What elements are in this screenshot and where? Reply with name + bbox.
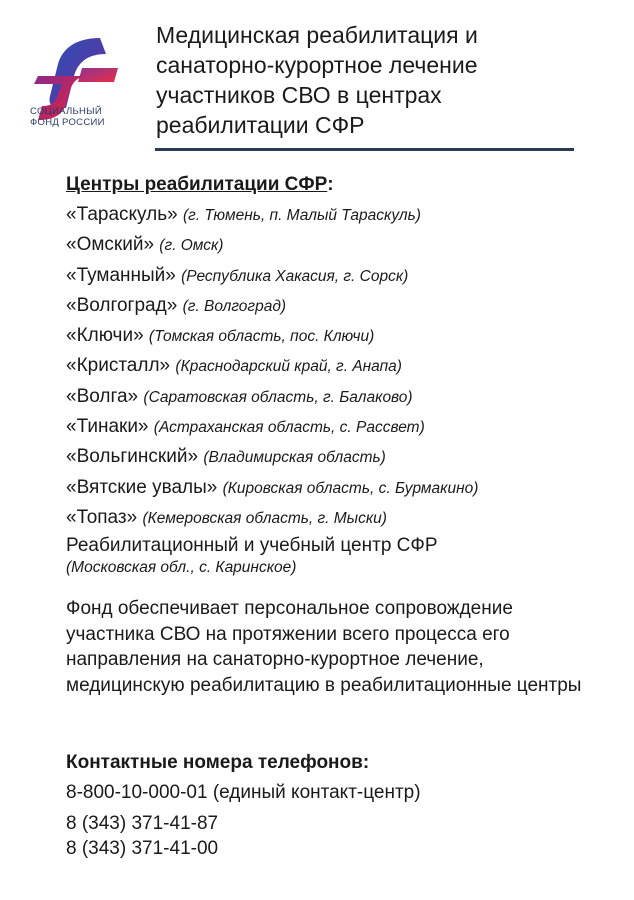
center-location: (Кировская область, с. Бурмакино) xyxy=(222,479,479,497)
center-location: (Краснодарский край, г. Анапа) xyxy=(175,358,402,376)
page-title xyxy=(156,20,616,140)
support-paragraph: Фонд обеспечивает персональное сопровождение участника СВО на протяжении всего процесса его направления на санаторно-курортное лечение, медицинскую реабилитацию в реабилитационные центры xyxy=(66,598,582,696)
center-name: «Тинаки» xyxy=(66,416,149,438)
center-item xyxy=(66,351,626,381)
center-name: «Вольгинский» xyxy=(66,446,199,468)
center-item xyxy=(66,321,626,351)
center-location: (г. Омск) xyxy=(159,237,224,255)
center-name: «Туманный» xyxy=(66,264,176,286)
title-line: Медицинская реабилитация и xyxy=(156,22,478,48)
center-location: (г. Тюмень, п. Малый Тараскуль) xyxy=(182,207,421,224)
logo-caption-line2: ФОНД РОССИИ xyxy=(30,117,105,128)
center-name: «Ключи» xyxy=(66,325,144,347)
center-name: «Омский» xyxy=(66,234,155,256)
center-name: «Волга» xyxy=(66,385,139,407)
title-line: участников СВО в центрах xyxy=(156,82,442,108)
center-location: (Кемеровская область, г. Мыски) xyxy=(142,509,387,527)
training-center-location: (Московская обл., с. Каринское) xyxy=(66,559,297,577)
training-center-name: Реабилитационный и учебный центр СФР xyxy=(66,535,438,557)
logo-caption-line1: СОЦИАЛЬНЫЙ xyxy=(30,106,103,117)
phone-number: 8 (343) 371-41-87 xyxy=(66,813,219,834)
phone-number: 8 (343) 371-41-00 xyxy=(66,838,219,859)
center-item xyxy=(66,382,626,412)
center-item xyxy=(66,261,626,291)
centers-section xyxy=(66,172,626,578)
center-item xyxy=(66,412,626,442)
center-item xyxy=(66,473,626,503)
center-item xyxy=(66,503,626,533)
center-location: (г. Волгоград) xyxy=(182,297,287,315)
center-location: (Томская область, пос. Ключи) xyxy=(148,328,375,346)
phone-number: 8-800-10-000-01 (единый контакт-центр) xyxy=(66,782,421,803)
title-line: санаторно-курортное лечение xyxy=(156,52,478,78)
center-location: (Астраханская область, с. Рассвет) xyxy=(153,419,425,437)
center-item xyxy=(66,442,626,472)
title-divider xyxy=(155,148,574,151)
centers-heading-colon: : xyxy=(327,174,334,195)
center-name: «Тараскуль» xyxy=(66,204,178,225)
center-name: «Топаз» xyxy=(66,506,138,528)
center-location: (Саратовская область, г. Балаково) xyxy=(143,388,413,406)
center-location: (Владимирская область) xyxy=(203,449,386,467)
center-name: «Кристалл» xyxy=(66,355,171,377)
contacts-heading: Контактные номера телефонов: xyxy=(66,752,370,773)
centers-heading xyxy=(66,172,626,198)
logo-caption xyxy=(30,106,140,128)
center-location: (Республика Хакасия, г. Сорск) xyxy=(181,267,409,285)
center-name: «Вятские увалы» xyxy=(66,476,218,498)
center-name: «Волгоград» xyxy=(66,294,178,316)
title-line: реабилитации СФР xyxy=(156,112,365,138)
center-item xyxy=(66,291,626,321)
center-item xyxy=(66,230,626,260)
center-item xyxy=(66,200,626,230)
centers-heading-text: Центры реабилитации СФР xyxy=(66,174,328,195)
